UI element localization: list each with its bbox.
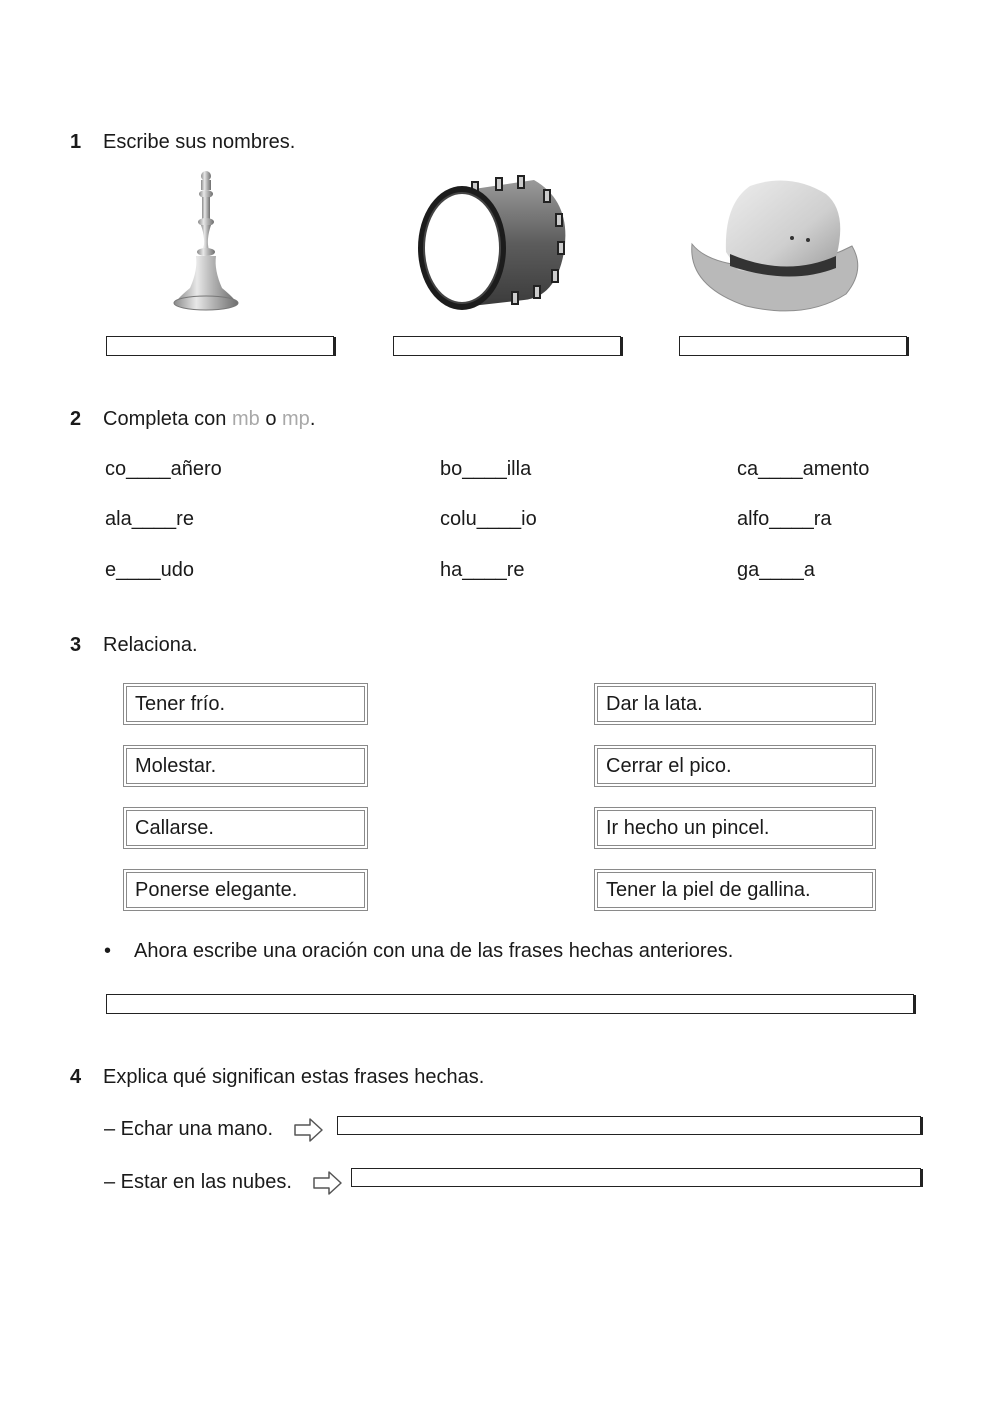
word-blank: ga____a <box>737 559 815 581</box>
title-pre-text: Completa con <box>103 408 232 430</box>
word-blank: ala____re <box>105 508 194 530</box>
idiom-2-field[interactable] <box>351 1168 921 1187</box>
word-blank: ha____re <box>440 559 525 581</box>
drum-name-field[interactable] <box>393 336 621 356</box>
arrow-right-icon <box>313 1170 343 1196</box>
arrow-right-icon <box>294 1117 324 1143</box>
phrase-right-3[interactable]: Ir hecho un pincel. <box>597 810 873 846</box>
word-blank: alfo____ra <box>737 508 832 530</box>
option-mp: mp <box>282 408 310 430</box>
phrase-right-1[interactable]: Dar la lata. <box>597 686 873 722</box>
sentence-field[interactable] <box>106 994 914 1014</box>
idiom-1-text: – Echar una mano. <box>104 1118 273 1140</box>
idiom-1-field[interactable] <box>337 1116 921 1135</box>
section-3-title: Relaciona. <box>103 634 198 656</box>
idiom-2-text: – Estar en las nubes. <box>104 1171 292 1193</box>
bell-name-field[interactable] <box>106 336 334 356</box>
section-1-number: 1 <box>70 131 82 153</box>
phrase-left-4[interactable]: Ponerse elegante. <box>126 872 365 908</box>
section-4-title: Explica qué significan estas frases hechas. <box>103 1066 485 1088</box>
sentence-instruction: Ahora escribe una oración con una de las frases hechas anteriores. <box>134 940 734 962</box>
hat-name-field[interactable] <box>679 336 907 356</box>
drum-image <box>414 172 574 314</box>
phrase-right-2[interactable]: Cerrar el pico. <box>597 748 873 784</box>
section-3-number: 3 <box>70 634 82 656</box>
phrase-left-2[interactable]: Molestar. <box>126 748 365 784</box>
section-1-title: Escribe sus nombres. <box>103 131 296 153</box>
phrase-left-1[interactable]: Tener frío. <box>126 686 365 722</box>
hat-image <box>686 174 862 316</box>
word-blank: bo____illa <box>440 458 532 480</box>
option-mb: mb <box>231 408 260 430</box>
title-post-text: . <box>309 408 316 430</box>
section-2-title <box>103 408 315 431</box>
phrase-right-4[interactable]: Tener la piel de gallina. <box>597 872 873 908</box>
phrase-left-3[interactable]: Callarse. <box>126 810 365 846</box>
section-2-number: 2 <box>70 408 82 430</box>
word-blank: colu____io <box>440 508 537 530</box>
word-blank: co____añero <box>105 458 222 480</box>
bell-image <box>170 170 242 312</box>
section-4-number: 4 <box>70 1066 82 1088</box>
bullet: • <box>104 940 112 962</box>
word-blank: ca____amento <box>737 458 870 480</box>
word-blank: e____udo <box>105 559 194 581</box>
title-mid-text: o <box>259 408 283 430</box>
